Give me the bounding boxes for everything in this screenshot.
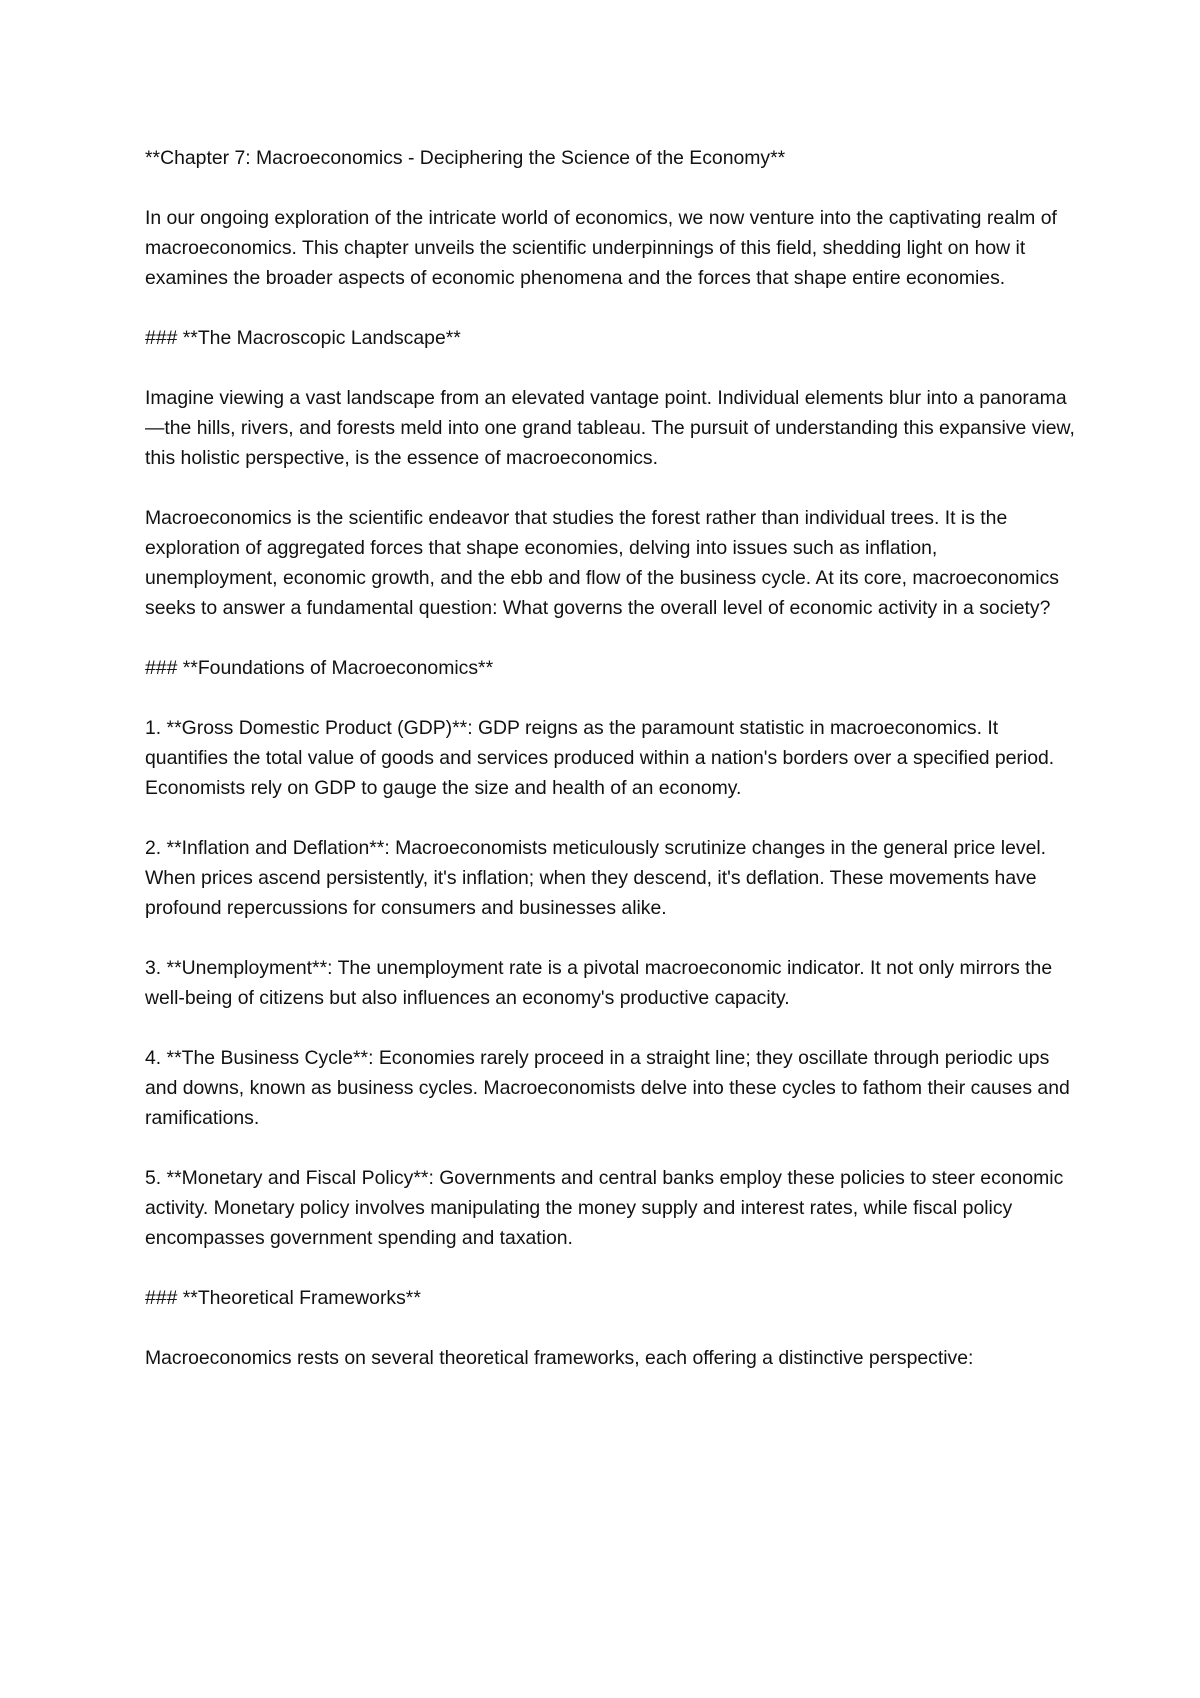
document-body	[145, 143, 1075, 1403]
paragraph-landscape: Imagine viewing a vast landscape from an elevated vantage point. Individual elements blur into a panorama—the hills, rivers, and forests meld into one grand tableau. The pursuit of understanding this expansive view, this holistic perspective, is the essence of macroeconomics.	[145, 387, 1075, 469]
paragraph-frameworks: Macroeconomics rests on several theoretical frameworks, each offering a distinctive perspective:	[145, 1347, 974, 1369]
section-heading-macroscopic-landscape: ### **The Macroscopic Landscape**	[145, 327, 461, 349]
list-item-unemployment: 3. **Unemployment**: The unemployment rate is a pivotal macroeconomic indicator. It not only mirrors the well-being of citizens but also influences an economy's productive capacity.	[145, 957, 1053, 1009]
paragraph-definition: Macroeconomics is the scientific endeavor that studies the forest rather than individual trees. It is the exploration of aggregated forces that shape economies, delving into issues such as inflation, unemployment, economic growth, and the ebb and flow of the business cycle. At its core, macroeconomics seeks to answer a fundamental question: What governs the overall level of economic activity in a society?	[145, 507, 1059, 619]
intro-paragraph: In our ongoing exploration of the intricate world of economics, we now venture into the captivating realm of macroeconomics. This chapter unveils the scientific underpinnings of this field, shedding light on how it examines the broader aspects of economic phenomena and the forces that shape entire economies.	[145, 207, 1057, 289]
list-item-gdp: 1. **Gross Domestic Product (GDP)**: GDP reigns as the paramount statistic in macroeconomics. It quantifies the total value of goods and services produced within a nation's borders over a specified period. Economists rely on GDP to gauge the size and health of an economy.	[145, 717, 1055, 799]
section-heading-foundations: ### **Foundations of Macroeconomics**	[145, 657, 494, 679]
list-item-inflation: 2. **Inflation and Deflation**: Macroeconomists meticulously scrutinize changes in the general price level. When prices ascend persistently, it's inflation; when they descend, it's deflation. These movements have profound repercussions for consumers and businesses alike.	[145, 837, 1047, 919]
chapter-title: **Chapter 7: Macroeconomics - Deciphering the Science of the Economy**	[145, 147, 786, 169]
list-item-business-cycle: 4. **The Business Cycle**: Economies rarely proceed in a straight line; they oscillate through periodic ups and downs, known as business cycles. Macroeconomists delve into these cycles to fathom their causes and ramifications.	[145, 1047, 1070, 1129]
list-item-policy: 5. **Monetary and Fiscal Policy**: Governments and central banks employ these policies to steer economic activity. Monetary policy involves manipulating the money supply and interest rates, while fiscal policy encompasses government spending and taxation.	[145, 1167, 1064, 1249]
section-heading-theoretical-frameworks: ### **Theoretical Frameworks**	[145, 1287, 421, 1309]
